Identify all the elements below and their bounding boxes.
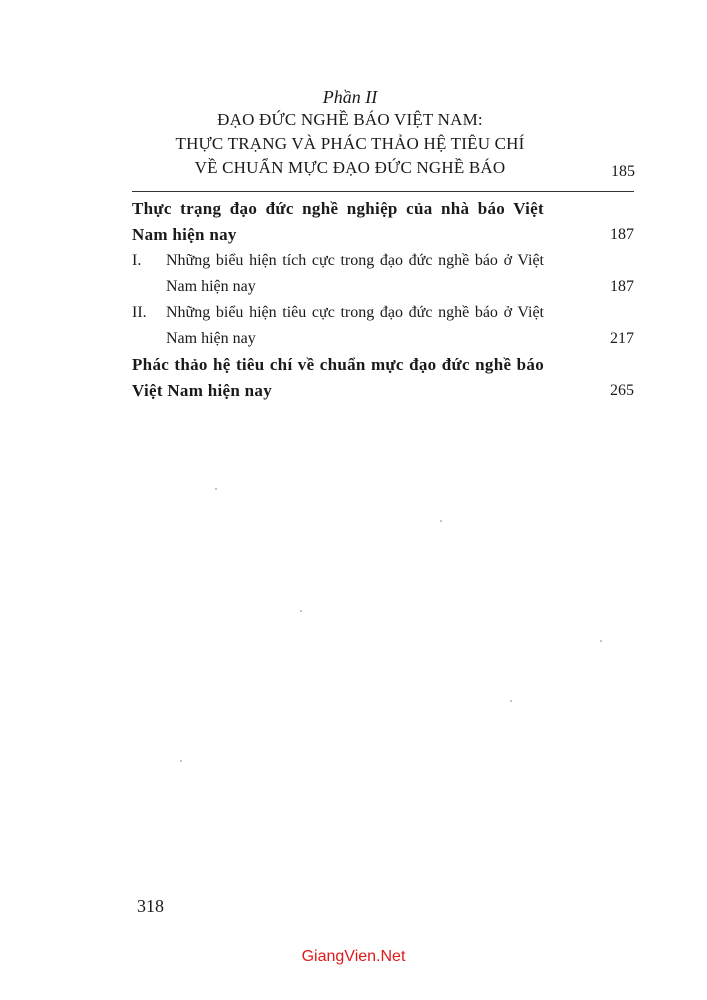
toc-section-1-title: Những biểu hiện tích cực trong đạo đức nghề báo ở Việt Nam hiện nay xyxy=(166,252,544,295)
toc-chapter-1[interactable] xyxy=(132,196,634,248)
part-heading xyxy=(130,86,570,180)
scan-speck xyxy=(300,610,302,612)
toc-chapter-2[interactable] xyxy=(132,352,634,404)
watermark-link[interactable]: GiangVien.Net xyxy=(301,948,406,965)
scan-speck xyxy=(510,700,512,702)
part-title-line-1: ĐẠO ĐỨC NGHỀ BÁO VIỆT NAM: xyxy=(217,110,483,129)
table-of-contents xyxy=(132,196,634,404)
toc-section-2-title: Những biểu hiện tiêu cực trong đạo đức nghề báo ở Việt Nam hiện nay xyxy=(166,304,544,347)
scan-speck xyxy=(180,760,182,762)
toc-section-1-numeral: I. xyxy=(132,252,142,269)
toc-chapter-1-title: Thực trạng đạo đức nghề nghiệp của nhà báo Việt Nam hiện nay xyxy=(132,199,544,244)
divider-line xyxy=(132,191,634,192)
scan-speck xyxy=(440,520,442,522)
toc-chapter-2-page: 265 xyxy=(610,382,634,399)
part-label: Phần II xyxy=(322,87,378,107)
toc-section-2-numeral: II. xyxy=(132,304,147,321)
toc-section-2[interactable] xyxy=(132,300,634,352)
scan-speck xyxy=(600,640,602,642)
part-title-line-3: VỀ CHUẨN MỰC ĐẠO ĐỨC NGHỀ BÁO xyxy=(194,158,506,177)
scan-speck xyxy=(215,488,217,490)
toc-section-1-page: 187 xyxy=(610,278,634,295)
toc-section-2-page: 217 xyxy=(610,330,634,347)
toc-section-1[interactable] xyxy=(132,248,634,300)
part-page-number: 185 xyxy=(611,163,635,180)
toc-chapter-2-title: Phác thảo hệ tiêu chí về chuẩn mực đạo đức nghề báo Việt Nam hiện nay xyxy=(132,355,544,400)
page-folio-number: 318 xyxy=(137,896,164,916)
toc-chapter-1-page: 187 xyxy=(610,226,634,243)
part-title-line-2: THỰC TRẠNG VÀ PHÁC THẢO HỆ TIÊU CHÍ xyxy=(175,134,525,153)
